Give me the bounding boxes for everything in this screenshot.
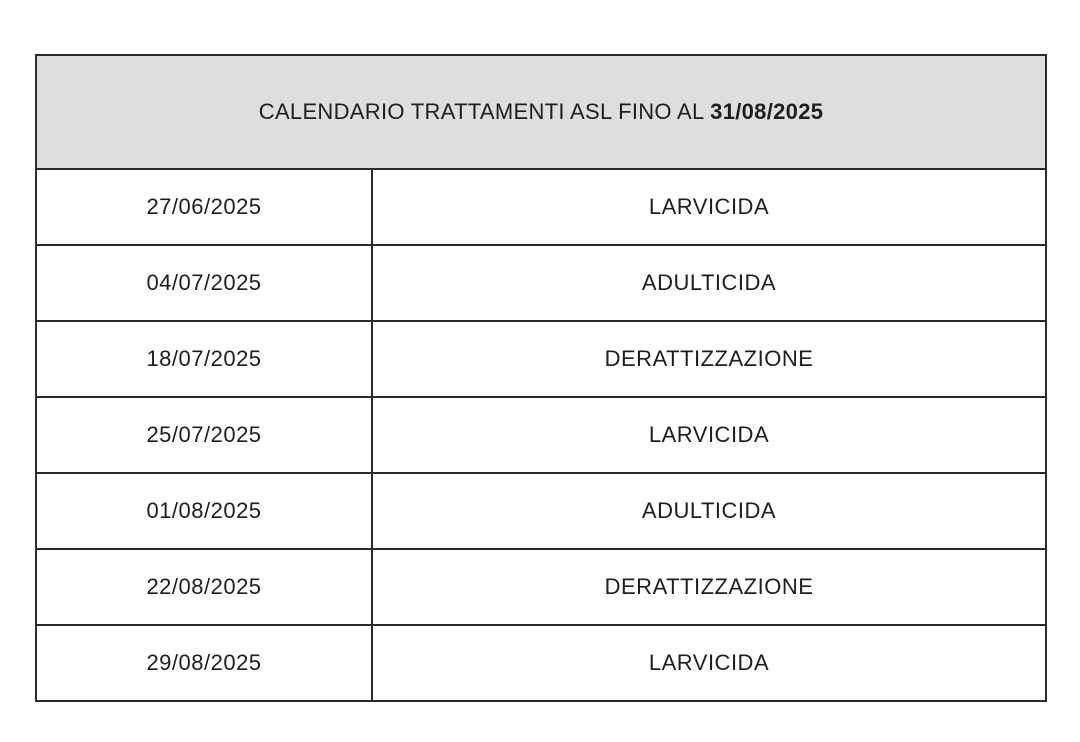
table-row <box>36 245 1046 321</box>
treatment-schedule-table <box>35 54 1047 702</box>
treatment-date: 29/08/2025 <box>36 625 372 701</box>
table-row <box>36 169 1046 245</box>
treatment-type: LARVICIDA <box>372 169 1046 245</box>
table-title-end-date: 31/08/2025 <box>710 99 824 124</box>
table-title <box>36 55 1046 169</box>
table-row <box>36 397 1046 473</box>
treatment-date: 04/07/2025 <box>36 245 372 321</box>
table-row <box>36 321 1046 397</box>
table-row <box>36 549 1046 625</box>
table-title-prefix: CALENDARIO TRATTAMENTI ASL FINO AL <box>258 99 711 124</box>
treatment-date: 27/06/2025 <box>36 169 372 245</box>
treatment-date: 01/08/2025 <box>36 473 372 549</box>
treatment-date: 18/07/2025 <box>36 321 372 397</box>
treatment-type: LARVICIDA <box>372 397 1046 473</box>
table-header-row <box>36 55 1046 169</box>
treatment-type: ADULTICIDA <box>372 245 1046 321</box>
treatment-type: ADULTICIDA <box>372 473 1046 549</box>
table-row <box>36 625 1046 701</box>
treatment-type: DERATTIZZAZIONE <box>372 549 1046 625</box>
treatment-date: 25/07/2025 <box>36 397 372 473</box>
table-row <box>36 473 1046 549</box>
treatment-date: 22/08/2025 <box>36 549 372 625</box>
treatment-type: LARVICIDA <box>372 625 1046 701</box>
treatment-type: DERATTIZZAZIONE <box>372 321 1046 397</box>
